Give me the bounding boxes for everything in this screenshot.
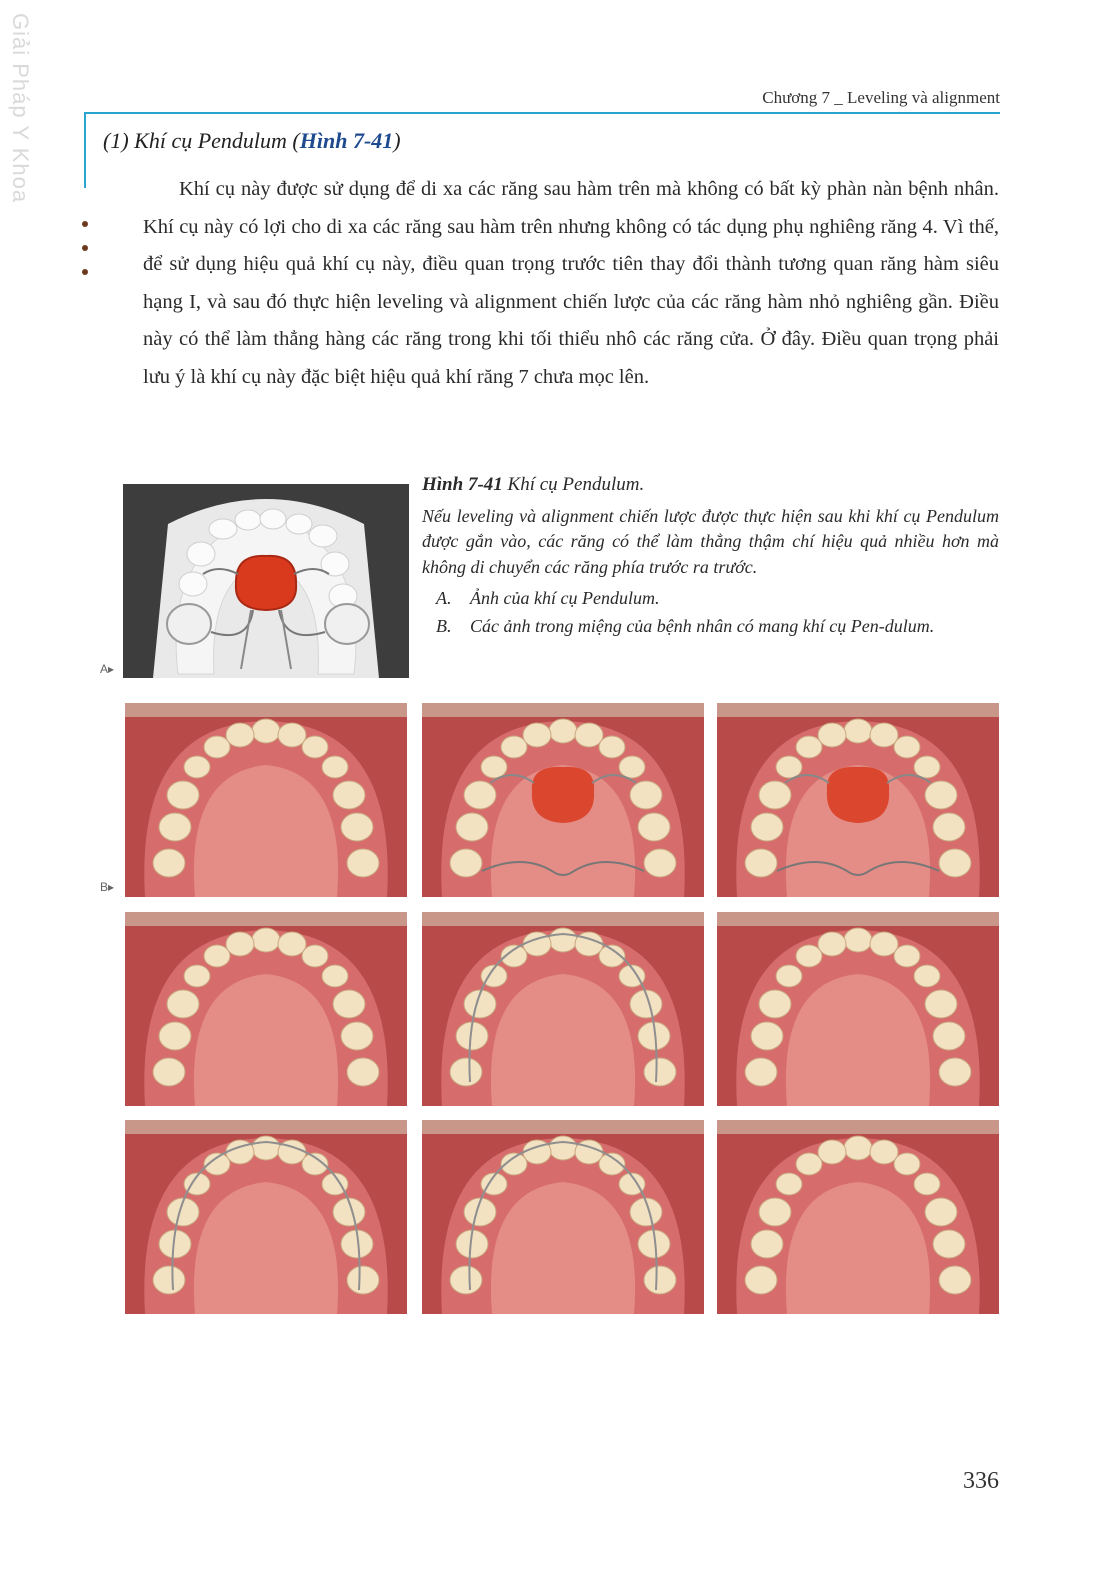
body-paragraph: Khí cụ này được sử dụng để di xa các răng sau hàm trên mà không có bất kỳ phàn nàn bệnh nhân. Khí cụ này có lợi cho di xa các răng sau hàm trên nhưng không có tác dụng phụ nghiêng răng 4. Vì thế, để sử dụng hiệu quả khí cụ này, điều quan trọng trước tiên thay đổi thành tương quan răng hàm siêu hạng I, và sau đó thực hiện leveling và alignment chiến lược của các răng hàm nhỏ nghiêng gần. Điều này có thể làm thẳng hàng các răng trong khi tối thiểu nhô các răng cửa. Ở đây. Điều quan trọng phải lưu ý là khí cụ này đặc biệt hiệu quả khí răng 7 chưa mọc lên.	[143, 178, 999, 388]
panel-letter-b: B▸	[100, 880, 115, 894]
caption-figure-title: Khí cụ Pendulum.	[502, 474, 645, 495]
section-heading	[103, 128, 401, 154]
figure-a-photo	[123, 484, 409, 678]
caption-item-list	[422, 586, 999, 639]
figure-reference-link[interactable]: Hình 7-41	[299, 128, 394, 153]
caption-item-text: Các ảnh trong miệng của bệnh nhân có mang khí cụ Pen-dulum.	[470, 615, 935, 636]
caption-description: Nếu leveling và alignment chiến lược được thực hiện sau khi khí cụ Pendulum được gắn vào, các răng có thể làm thẳng thậm chí hiệu quả nhiều hơn mà không di chuyển các răng phía trước ra trước.	[422, 505, 999, 577]
body-text	[143, 171, 999, 396]
bullet-dot	[82, 221, 88, 227]
section-number: (1)	[103, 128, 129, 153]
panel-letter-a: A▸	[100, 662, 115, 676]
section-title-close: )	[393, 128, 401, 153]
caption-item-marker: A.	[436, 588, 452, 608]
caption-figure-label: Hình 7-41	[422, 474, 503, 495]
caption-item	[422, 586, 999, 612]
bullet-dot	[82, 245, 88, 251]
intraoral-photo	[717, 703, 999, 897]
intraoral-photo	[125, 912, 407, 1106]
watermark-text: Giải Pháp Y Khoa	[8, 13, 33, 204]
intraoral-photo	[717, 912, 999, 1106]
header-rule	[84, 112, 1000, 114]
intraoral-photo	[422, 703, 704, 897]
caption-title	[422, 472, 999, 498]
intraoral-photo	[125, 703, 407, 897]
intraoral-photo	[125, 1120, 407, 1314]
intraoral-photo	[717, 1120, 999, 1314]
section-title: Khí cụ Pendulum (	[134, 128, 300, 153]
intraoral-photo	[422, 912, 704, 1106]
page-number: 336	[963, 1468, 999, 1494]
figure-caption	[422, 472, 999, 641]
running-header: Chương 7 _ Leveling và alignment	[762, 88, 1000, 107]
bullet-dot	[82, 269, 88, 275]
caption-item	[422, 614, 999, 640]
left-margin-rule	[84, 112, 86, 188]
caption-item-text: Ảnh của khí cụ Pendulum.	[470, 588, 660, 608]
caption-item-marker: B.	[436, 615, 452, 636]
intraoral-photo	[422, 1120, 704, 1314]
